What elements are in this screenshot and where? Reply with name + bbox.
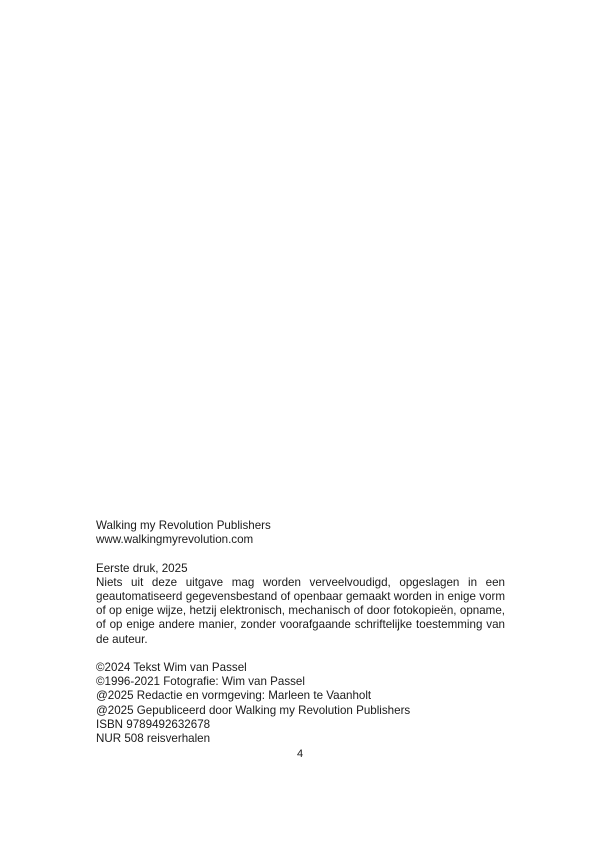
photography-copyright: ©1996-2021 Fotografie: Wim van Passel <box>96 675 305 689</box>
spacer <box>96 547 505 561</box>
rights-notice: Niets uit deze uitgave mag worden verveelvoudigd, opgeslagen in een geautomatiseerd gegevensbestand of openbaar gemaakt worden in enige vorm of op enige wijze, hetzij elektronisch, mechanisch of door fotokopieën, opname, of op enige andere manier, zonder voorafgaande schriftelijke toestemming van de auteur. <box>96 575 505 646</box>
publishing-credit: @2025 Gepubliceerd door Walking my Revolution Publishers <box>96 703 411 717</box>
isbn: ISBN 9789492632678 <box>96 717 211 731</box>
nur-code: NUR 508 reisverhalen <box>96 732 211 746</box>
page-number: 4 <box>296 748 304 760</box>
spacer <box>96 647 505 661</box>
editing-credit: @2025 Redactie en vormgeving: Marleen te Vaanholt <box>96 689 372 703</box>
colophon-block <box>96 519 505 746</box>
publisher-name: Walking my Revolution Publishers <box>96 519 271 532</box>
publisher-website: www.walkingmyrevolution.com <box>96 533 254 547</box>
text-copyright: ©2024 Tekst Wim van Passel <box>96 661 247 674</box>
edition-line: Eerste druk, 2025 <box>96 561 188 575</box>
